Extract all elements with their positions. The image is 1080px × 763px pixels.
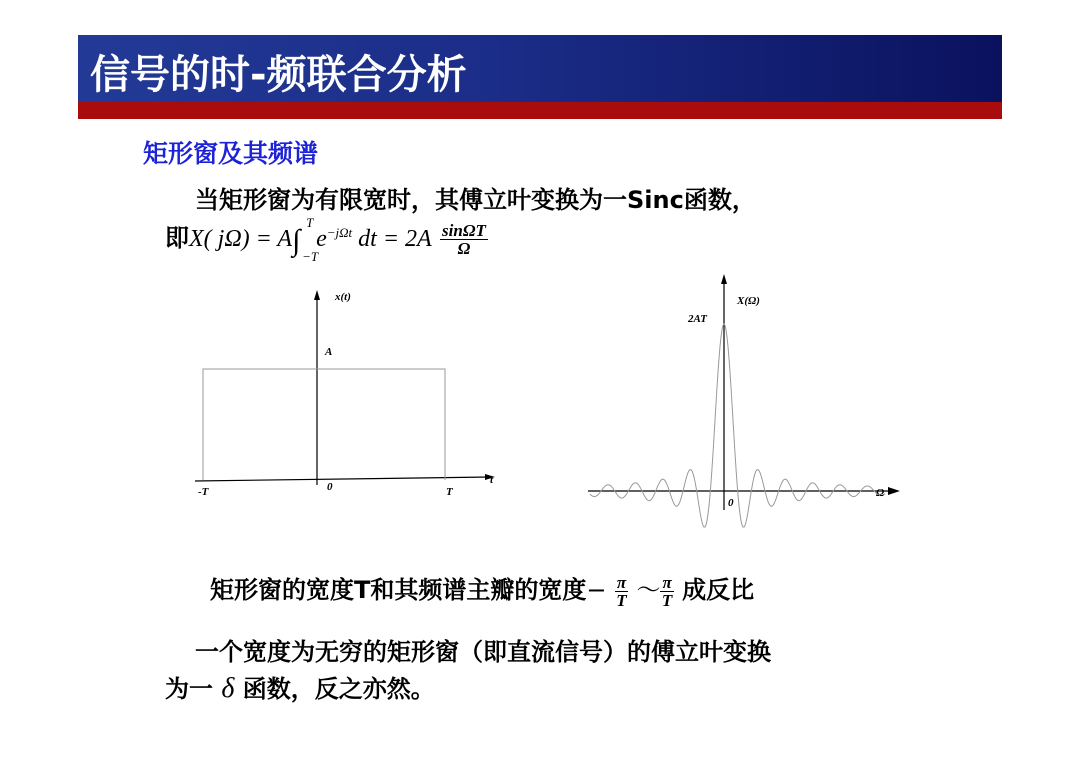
neg-T-label: -T [198, 486, 209, 498]
integral-upper-limit: T [306, 215, 314, 230]
sinc-spectrum-plot [585, 270, 915, 535]
fraction-denominator: Ω [457, 238, 471, 258]
left-x-label: t [490, 474, 494, 486]
title-underline [78, 102, 1002, 119]
page-title: 信号的时-频联合分析 [90, 52, 467, 98]
neg-pi-over-T [615, 574, 628, 609]
delta-line [165, 669, 435, 705]
rect-pulse-line [203, 369, 445, 480]
delta-symbol: δ [221, 673, 235, 704]
sinc-curve [590, 324, 885, 527]
left-y-label: x(t) [335, 291, 351, 303]
formula-lhs: X( jΩ) = A [189, 226, 293, 252]
right-y-label: X(Ω) [737, 295, 760, 307]
pi-over-T [660, 574, 673, 609]
integrand: e [316, 226, 327, 252]
fraction-numerator: sinΩT [442, 220, 486, 240]
pos-T-label: T [446, 486, 453, 498]
right-x-arrow [888, 487, 900, 495]
delta-suffix: 函数，反之亦然。 [242, 675, 435, 703]
sinc-fraction [440, 222, 488, 257]
relation-prefix: 矩形窗的宽度T和其频谱主瓣的宽度 [210, 576, 587, 604]
formula-prefix: 即 [165, 224, 189, 252]
section-subtitle: 矩形窗及其频谱 [143, 139, 319, 168]
title-bar [78, 35, 1002, 102]
left-origin-label: 0 [327, 481, 333, 493]
T-denominator: T [616, 590, 627, 610]
peak-label: 2AT [688, 313, 707, 325]
width-relation-line [210, 570, 754, 609]
minus-sign: − [586, 576, 607, 604]
integral-sign: ∫ T −T [292, 215, 319, 264]
right-origin-label: 0 [728, 497, 734, 509]
formula-rhs: dt = 2A [352, 226, 432, 252]
left-y-arrow [314, 290, 320, 300]
integral-lower-limit: −T [302, 249, 319, 264]
tilde-sign: ～ [636, 576, 661, 604]
infinite-window-line: 一个宽度为无穷的矩形窗（即直流信号）的傅立叶变换 [195, 638, 771, 666]
relation-suffix: 成反比 [682, 576, 755, 604]
exponent: −jΩt [326, 225, 353, 240]
intro-line: 当矩形窗为有限宽时，其傅立叶变换为一Sinc函数， [195, 186, 756, 214]
pi-numerator-2: π [662, 572, 672, 592]
pi-numerator: π [616, 572, 627, 592]
right-x-label: Ω [876, 487, 885, 499]
right-y-arrow [721, 274, 727, 284]
T-denominator-2: T [661, 590, 673, 610]
amplitude-label: A [325, 346, 333, 358]
delta-prefix: 为一 [165, 675, 213, 703]
rect-window-plot [190, 285, 510, 500]
left-x-axis [195, 477, 490, 481]
formula-line [165, 215, 488, 264]
